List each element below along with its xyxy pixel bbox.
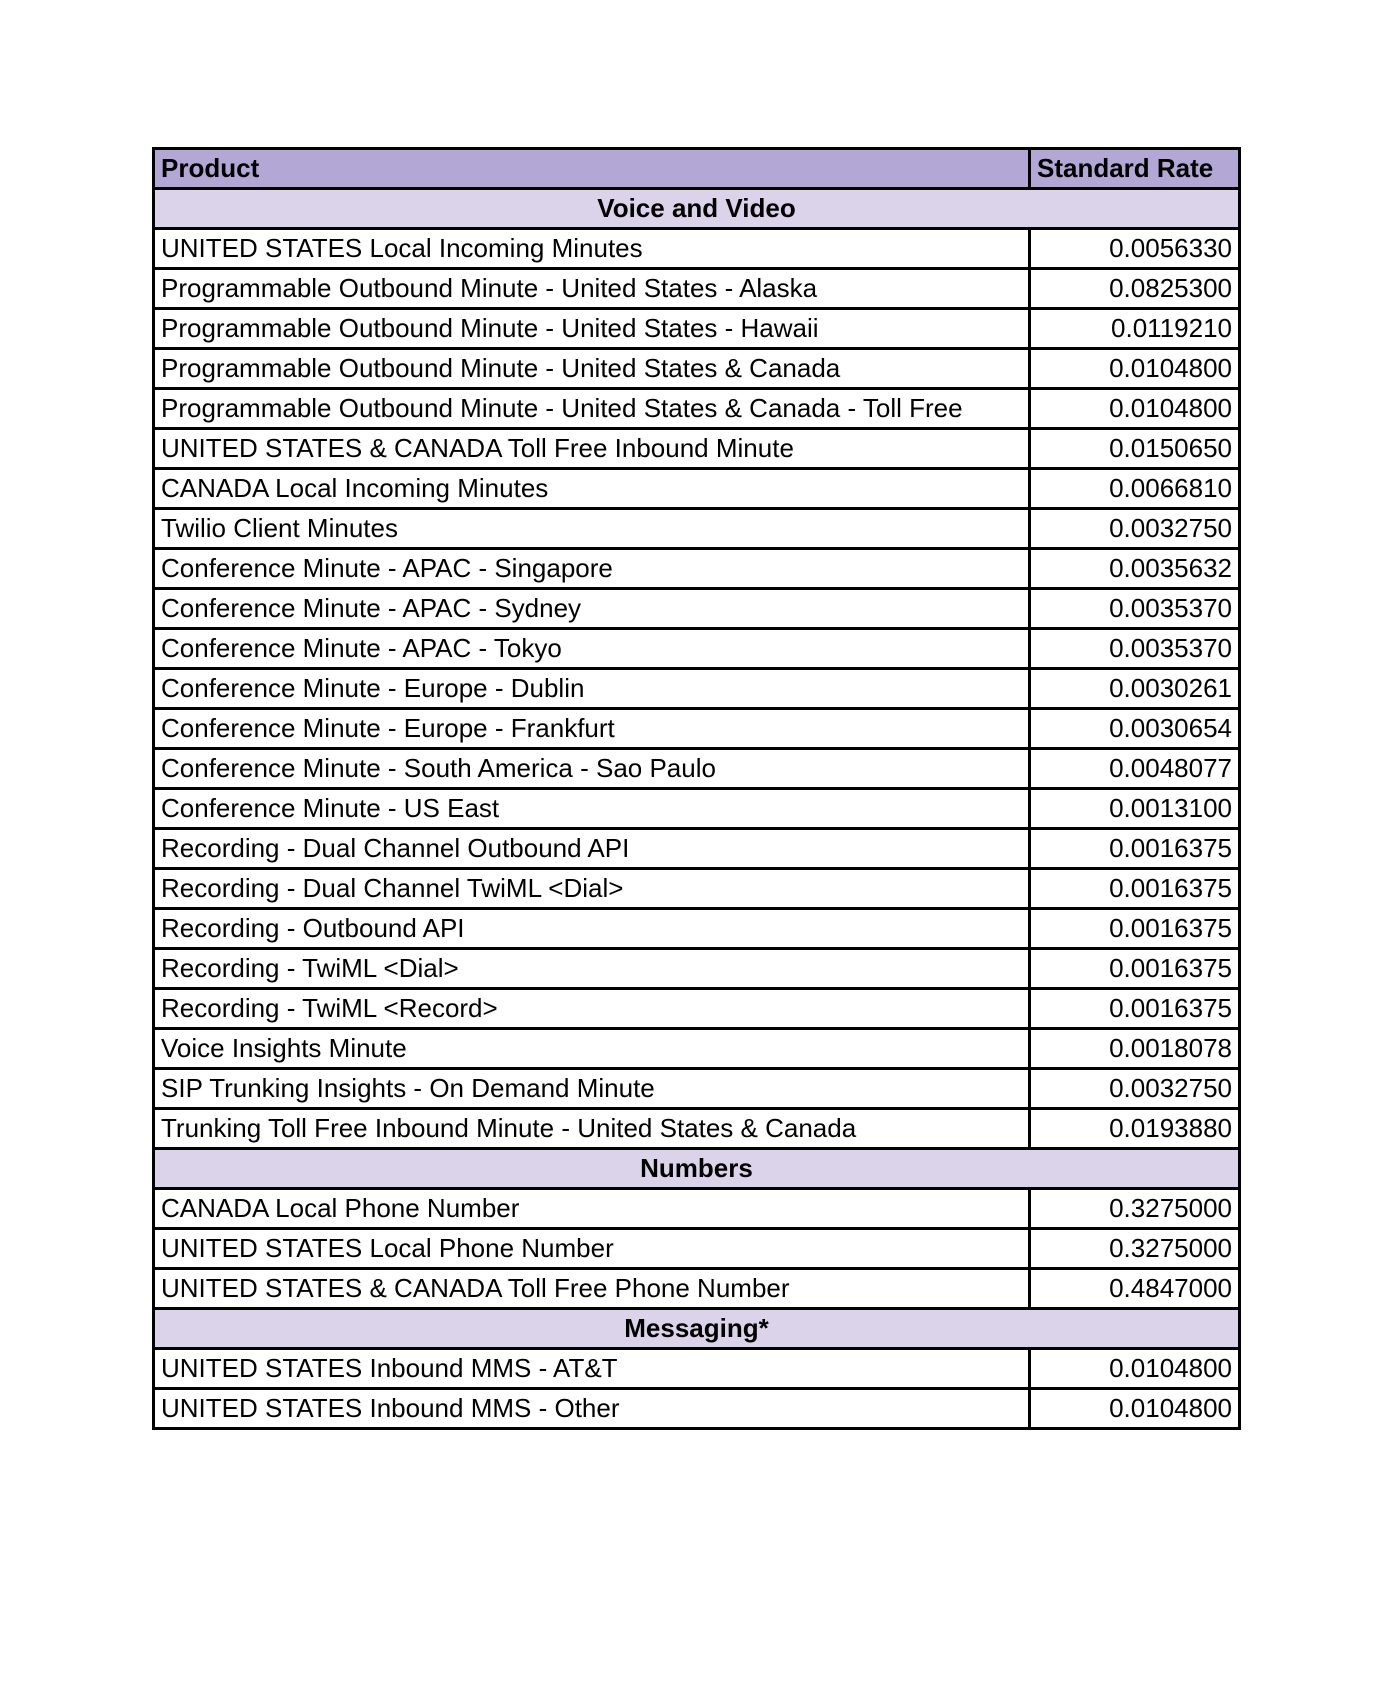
rate-cell: 0.0104800 (1030, 1389, 1240, 1429)
rate-cell: 0.0150650 (1030, 429, 1240, 469)
rate-cell: 0.0104800 (1030, 1349, 1240, 1389)
table-row (154, 1069, 1240, 1109)
rate-cell: 0.0032750 (1030, 509, 1240, 549)
product-cell: Programmable Outbound Minute - United States - Alaska (154, 269, 1030, 309)
product-cell: Voice Insights Minute (154, 1029, 1030, 1069)
table-row (154, 749, 1240, 789)
product-cell: UNITED STATES Local Phone Number (154, 1229, 1030, 1269)
table-row (154, 1189, 1240, 1229)
product-cell: Conference Minute - APAC - Tokyo (154, 629, 1030, 669)
rate-cell: 0.0048077 (1030, 749, 1240, 789)
section-header-row (154, 1309, 1240, 1349)
table-row (154, 389, 1240, 429)
table-row (154, 349, 1240, 389)
rate-cell: 0.0016375 (1030, 909, 1240, 949)
table-row (154, 1229, 1240, 1269)
product-cell: Recording - TwiML <Dial> (154, 949, 1030, 989)
product-cell: Recording - Dual Channel TwiML <Dial> (154, 869, 1030, 909)
section-title: Numbers (154, 1149, 1240, 1189)
rate-cell: 0.3275000 (1030, 1229, 1240, 1269)
rate-cell: 0.0018078 (1030, 1029, 1240, 1069)
table-row (154, 629, 1240, 669)
product-cell: Programmable Outbound Minute - United States & Canada - Toll Free (154, 389, 1030, 429)
rate-cell: 0.0013100 (1030, 789, 1240, 829)
section-header-row (154, 189, 1240, 229)
product-cell: UNITED STATES & CANADA Toll Free Inbound Minute (154, 429, 1030, 469)
table-row (154, 669, 1240, 709)
product-cell: Recording - TwiML <Record> (154, 989, 1030, 1029)
product-cell: CANADA Local Phone Number (154, 1189, 1030, 1229)
product-cell: Conference Minute - Europe - Frankfurt (154, 709, 1030, 749)
table-row (154, 429, 1240, 469)
rate-cell: 0.0035370 (1030, 629, 1240, 669)
table-row (154, 829, 1240, 869)
rate-cell: 0.0030654 (1030, 709, 1240, 749)
rate-cell: 0.0030261 (1030, 669, 1240, 709)
rate-cell: 0.0016375 (1030, 869, 1240, 909)
header-product: Product (154, 149, 1030, 189)
rate-cell: 0.0104800 (1030, 349, 1240, 389)
table-row (154, 469, 1240, 509)
table-body (154, 189, 1240, 1429)
rate-cell: 0.0032750 (1030, 1069, 1240, 1109)
header-standard-rate: Standard Rate (1030, 149, 1240, 189)
product-cell: Programmable Outbound Minute - United States & Canada (154, 349, 1030, 389)
product-cell: Conference Minute - APAC - Sydney (154, 589, 1030, 629)
product-cell: CANADA Local Incoming Minutes (154, 469, 1030, 509)
table-row (154, 589, 1240, 629)
section-title: Messaging* (154, 1309, 1240, 1349)
product-cell: Conference Minute - US East (154, 789, 1030, 829)
product-cell: Conference Minute - Europe - Dublin (154, 669, 1030, 709)
table-row (154, 229, 1240, 269)
rate-cell: 0.0193880 (1030, 1109, 1240, 1149)
rate-cell: 0.0056330 (1030, 229, 1240, 269)
product-cell: Trunking Toll Free Inbound Minute - United States & Canada (154, 1109, 1030, 1149)
table-row (154, 1109, 1240, 1149)
table-row (154, 269, 1240, 309)
rate-cell: 0.0119210 (1030, 309, 1240, 349)
product-cell: Twilio Client Minutes (154, 509, 1030, 549)
table-row (154, 869, 1240, 909)
table-row (154, 1269, 1240, 1309)
product-cell: Recording - Outbound API (154, 909, 1030, 949)
product-cell: Conference Minute - APAC - Singapore (154, 549, 1030, 589)
section-title: Voice and Video (154, 189, 1240, 229)
product-cell: UNITED STATES Inbound MMS - AT&T (154, 1349, 1030, 1389)
table-row (154, 549, 1240, 589)
rate-cell: 0.0825300 (1030, 269, 1240, 309)
product-cell: UNITED STATES Inbound MMS - Other (154, 1389, 1030, 1429)
table-row (154, 789, 1240, 829)
rate-cell: 0.3275000 (1030, 1189, 1240, 1229)
section-header-row (154, 1149, 1240, 1189)
rate-cell: 0.0016375 (1030, 949, 1240, 989)
rate-cell: 0.0104800 (1030, 389, 1240, 429)
product-cell: Recording - Dual Channel Outbound API (154, 829, 1030, 869)
product-cell: SIP Trunking Insights - On Demand Minute (154, 1069, 1030, 1109)
rate-table (152, 147, 1241, 1430)
table-row (154, 709, 1240, 749)
product-cell: Conference Minute - South America - Sao Paulo (154, 749, 1030, 789)
table-row (154, 309, 1240, 349)
table-row (154, 509, 1240, 549)
rate-cell: 0.0016375 (1030, 829, 1240, 869)
table-row (154, 989, 1240, 1029)
rate-cell: 0.0035632 (1030, 549, 1240, 589)
rate-cell: 0.0035370 (1030, 589, 1240, 629)
table-row (154, 1349, 1240, 1389)
rate-cell: 0.0066810 (1030, 469, 1240, 509)
table-row (154, 949, 1240, 989)
rate-cell: 0.0016375 (1030, 989, 1240, 1029)
table-row (154, 909, 1240, 949)
rate-cell: 0.4847000 (1030, 1269, 1240, 1309)
product-cell: Programmable Outbound Minute - United States - Hawaii (154, 309, 1030, 349)
table-row (154, 1029, 1240, 1069)
product-cell: UNITED STATES Local Incoming Minutes (154, 229, 1030, 269)
table-row (154, 1389, 1240, 1429)
product-cell: UNITED STATES & CANADA Toll Free Phone Number (154, 1269, 1030, 1309)
header-row (154, 149, 1240, 189)
